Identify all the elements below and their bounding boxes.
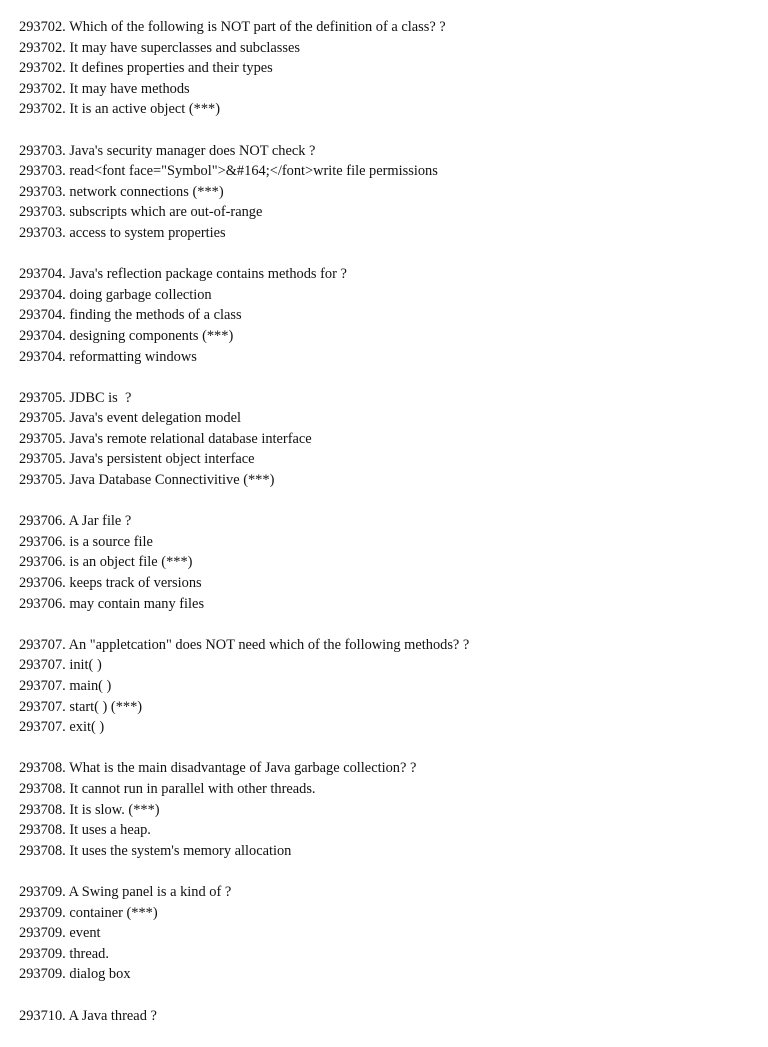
- answer-option: 293709. container (***): [19, 904, 158, 921]
- answer-option: 293702. It may have methods: [19, 80, 190, 97]
- question-text: 293706. A Jar file ?: [19, 513, 132, 530]
- answer-option: 293705. Java's persistent object interface: [19, 451, 255, 468]
- question-block: [19, 141, 758, 244]
- answer-option: 293702. It is an active object (***): [19, 101, 221, 118]
- answer-option: 293706. keeps track of versions: [19, 575, 202, 592]
- question-block: [19, 882, 758, 985]
- answer-option: 293703. read<font face="Symbol">&#164;</font>write file permissions: [19, 163, 438, 180]
- answer-option: 293707. main( ): [19, 678, 112, 694]
- answer-option: 293709. thread.: [19, 945, 109, 962]
- answer-option: 293708. It uses the system's memory allocation: [19, 842, 292, 859]
- question-block: [19, 635, 758, 738]
- question-text: 293703. Java's security manager does NOT check ?: [19, 142, 316, 159]
- answer-option: 293702. It defines properties and their types: [19, 60, 273, 77]
- answer-option: 293709. dialog box: [19, 966, 131, 983]
- question-block: [19, 17, 758, 120]
- answer-option: 293703. network connections (***): [19, 183, 224, 200]
- answer-option: 293707. init( ): [19, 657, 102, 674]
- question-block: [19, 264, 758, 367]
- answer-option: 293704. doing garbage collection: [19, 286, 212, 303]
- question-block: [19, 388, 758, 491]
- answer-option: 293709. event: [19, 925, 101, 942]
- answer-option: 293704. designing components (***): [19, 327, 234, 344]
- answer-option: 293705. Java Database Connectivitive (***): [19, 472, 275, 489]
- answer-option: 293708. It is slow. (***): [19, 801, 160, 818]
- answer-option: 293708. It cannot run in parallel with other threads.: [19, 780, 316, 797]
- question-block: [19, 511, 758, 614]
- answer-option: 293705. Java's remote relational database interface: [19, 430, 312, 447]
- question-text: 293709. A Swing panel is a kind of ?: [19, 883, 232, 900]
- question-block: [19, 1006, 758, 1027]
- answer-option: 293707. exit( ): [19, 719, 105, 736]
- question-block: [19, 758, 758, 861]
- answer-option: 293705. Java's event delegation model: [19, 410, 241, 427]
- answer-option: 293704. reformatting windows: [19, 348, 197, 365]
- answer-option: 293706. is an object file (***): [19, 554, 193, 571]
- question-text: 293704. Java's reflection package contains methods for ?: [19, 266, 347, 283]
- answer-option: 293702. It may have superclasses and subclasses: [19, 39, 300, 56]
- question-text: 293710. A Java thread ?: [19, 1007, 157, 1024]
- question-text: 293705. JDBC is ?: [19, 389, 132, 406]
- answer-option: 293708. It uses a heap.: [19, 822, 151, 839]
- answer-option: 293703. subscripts which are out-of-range: [19, 204, 263, 221]
- document-body: [19, 17, 758, 1047]
- answer-option: 293704. finding the methods of a class: [19, 307, 242, 324]
- question-text: 293708. What is the main disadvantage of Java garbage collection? ?: [19, 760, 417, 777]
- answer-option: 293707. start( ) (***): [19, 698, 143, 715]
- answer-option: 293706. is a source file: [19, 533, 153, 550]
- answer-option: 293703. access to system properties: [19, 224, 226, 241]
- question-text: 293707. An "appletcation" does NOT need which of the following methods? ?: [19, 636, 470, 653]
- answer-option: 293706. may contain many files: [19, 595, 205, 612]
- question-text: 293702. Which of the following is NOT part of the definition of a class? ?: [19, 19, 446, 35]
